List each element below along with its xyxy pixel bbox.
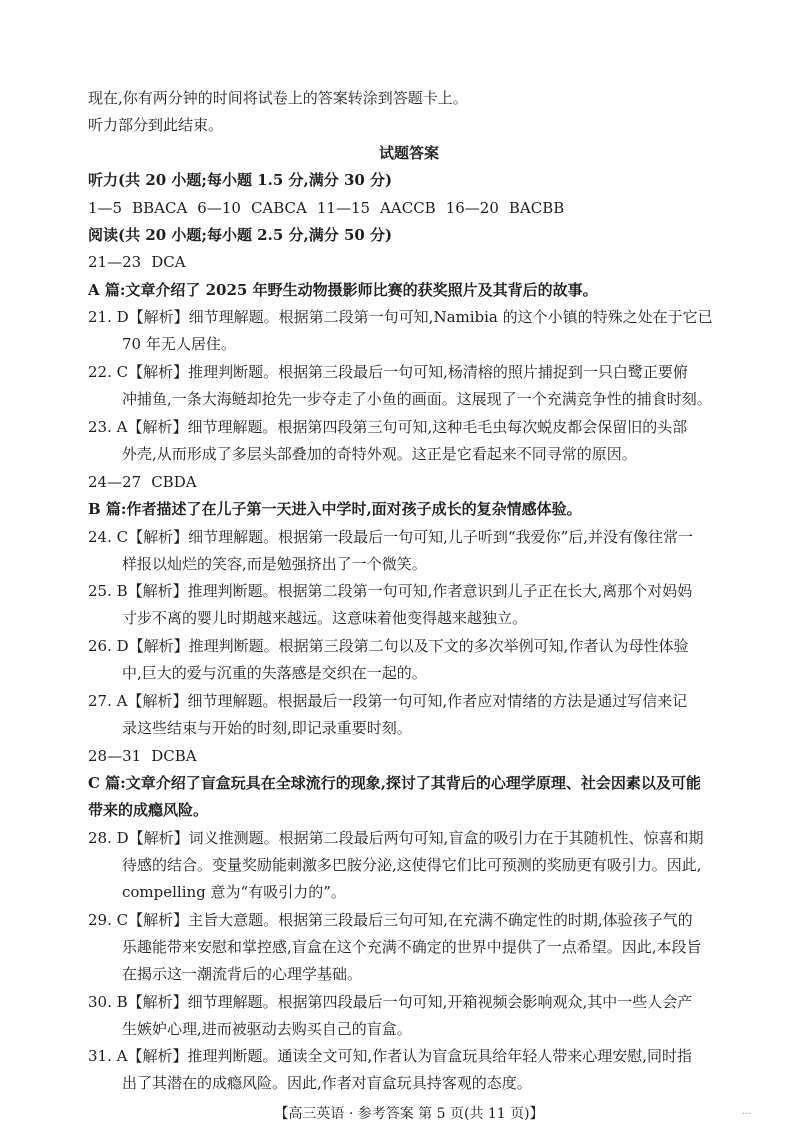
answer-range: 28—31	[88, 747, 142, 765]
explanation-text: 细节理解题。根据第一段最后一句可知,儿子听到“我爱你”后,并没有像往常一	[188, 528, 694, 546]
explanation-text: 在揭示这一潮流背后的心理学基础。	[122, 965, 363, 983]
section-summary: B 篇:作者描述了在儿子第一天进入中学时,面对孩子成长的复杂情感体验。	[88, 500, 582, 518]
explanation-text: 词义推测题。根据第二段最后两句可知,盲盒的吸引力在于其随机性、惊喜和期	[188, 829, 704, 847]
item-label: 25. B	[88, 582, 128, 600]
analysis-tag: 【解析】	[128, 911, 189, 929]
explanation-text: 寸步不离的婴儿时期越来越远。这意味着他变得越来越独立。	[122, 609, 528, 627]
section-answers	[88, 252, 730, 272]
item-label: 28. D	[88, 829, 129, 847]
explanation-item	[88, 828, 730, 848]
item-label: 22. C	[88, 363, 129, 381]
explanation-item	[88, 992, 730, 1012]
explanation-text: 外壳,从而形成了多层头部叠加的奇特外观。这正是它看起来不同寻常的原因。	[122, 445, 637, 463]
answer-letters: AACCB	[380, 199, 436, 217]
explanation-text: 待感的结合。变量奖励能刺激多巴胺分泌,这使得它们比可预测的奖励更有吸引力。因此,	[122, 856, 702, 874]
intro-line: 听力部分到此结束。	[88, 116, 224, 134]
explanation-text: 细节理解题。根据第二段第一句可知,Namibia 的这个小镇的特殊之处在于它已	[188, 308, 713, 326]
answer-range: 24—27	[88, 473, 142, 491]
answer-range: 16—20	[445, 199, 499, 217]
answer-letters: CABCA	[250, 199, 307, 217]
explanation-text: 推理判断题。通读全文可知,作者认为盲盒玩具给年轻人带来心理安慰,同时指	[187, 1047, 693, 1065]
analysis-tag: 【解析】	[128, 829, 189, 847]
page-footer: 【高三英语 · 参考答案 第 5 页(共 11 页)】	[274, 1106, 544, 1122]
answer-letters: BBACA	[132, 199, 188, 217]
item-label: 26. D	[88, 637, 129, 655]
section-summary: A 篇:文章介绍了 2025 年野生动物摄影师比赛的获奖照片及其背后的故事。	[88, 281, 598, 299]
analysis-tag: 【解析】	[127, 1047, 188, 1065]
explanation-text: 细节理解题。根据最后一段第一句可知,作者应对情绪的方法是通过写信来记	[187, 692, 688, 710]
explanation-text: 样报以灿烂的笑容,而是勉强挤出了一个微笑。	[122, 555, 427, 573]
explanation-text: 细节理解题。根据第四段第三句可知,这种毛毛虫每次蜕皮都会保留旧的头部	[187, 418, 688, 436]
analysis-tag: 【解析】	[128, 308, 189, 326]
explanation-item	[88, 691, 730, 711]
explanation-text: 细节理解题。根据第四段最后一句可知,开箱视频会影响观众,其中一些人会产	[187, 993, 693, 1011]
explanation-text: 录这些结束与开始的时刻,即记录重要时刻。	[122, 719, 412, 737]
explanation-text: 中,巨大的爱与沉重的失落感是交织在一起的。	[122, 664, 427, 682]
explanation-text: 冲捕鱼,一条大海鲢却抢先一步夺走了小鱼的画面。这展现了一个充满竞争性的捕食时刻。	[122, 390, 712, 408]
intro-line: 现在,你有两分钟的时间将试卷上的答案转涂到答题卡上。	[88, 89, 468, 107]
corner-mark: ...	[742, 1106, 752, 1117]
explanation-item	[88, 307, 730, 327]
explanation-text: 生嫉妒心理,进而被驱动去购买自己的盲盒。	[122, 1020, 412, 1038]
item-label: 23. A	[88, 418, 128, 436]
analysis-tag: 【解析】	[127, 993, 188, 1011]
item-label: 27. A	[88, 692, 128, 710]
explanation-text: 推理判断题。根据第二段第一句可知,作者意识到儿子正在长大,离那个对妈妈	[187, 582, 693, 600]
explanation-item	[88, 581, 730, 601]
answer-range: 11—15	[316, 199, 371, 217]
explanation-item	[88, 910, 730, 930]
explanation-text: 推理判断题。根据第三段最后一句可知,杨清榕的照片捕捉到一只白鹭正要俯	[188, 363, 688, 381]
answer-range: 1—5	[88, 199, 123, 217]
listening-answers	[88, 198, 730, 218]
explanation-text: 出了其潜在的成瘾风险。因此,作者对盲盒玩具持客观的态度。	[122, 1074, 532, 1092]
section-summary: 带来的成瘾风险。	[88, 801, 209, 819]
item-label: 29. C	[88, 911, 129, 929]
explanation-item	[88, 636, 730, 656]
item-label: 30. B	[88, 993, 128, 1011]
explanation-item	[88, 362, 730, 382]
explanation-item	[88, 1046, 730, 1066]
explanation-item	[88, 527, 730, 547]
item-label: 24. C	[88, 528, 129, 546]
answer-letters: BACBB	[508, 199, 565, 217]
analysis-tag: 【解析】	[128, 363, 189, 381]
analysis-tag: 【解析】	[128, 637, 189, 655]
section-answers	[88, 746, 730, 766]
answer-letters: DCBA	[151, 747, 197, 765]
explanation-text: 推理判断题。根据第三段第二句以及下文的多次举例可知,作者认为母性体验	[188, 637, 689, 655]
answer-range: 6—10	[197, 199, 241, 217]
answer-letters: DCA	[151, 253, 186, 271]
explanation-text: 70 年无人居住。	[122, 335, 236, 353]
analysis-tag: 【解析】	[128, 528, 189, 546]
answer-letters: CBDA	[151, 473, 197, 491]
analysis-tag: 【解析】	[127, 418, 188, 436]
item-label: 31. A	[88, 1047, 128, 1065]
answer-range: 21—23	[88, 253, 142, 271]
item-label: 21. D	[88, 308, 129, 326]
explanation-text: 主旨大意题。根据第三段最后三句可知,在充满不确定性的时期,体验孩子气的	[188, 911, 693, 929]
explanation-item	[88, 417, 730, 437]
analysis-tag: 【解析】	[127, 582, 188, 600]
page-title: 试题答案	[378, 144, 439, 162]
analysis-tag: 【解析】	[127, 692, 188, 710]
listening-header: 听力(共 20 小题;每小题 1.5 分,满分 30 分)	[88, 171, 393, 189]
reading-header: 阅读(共 20 小题;每小题 2.5 分,满分 50 分)	[88, 226, 393, 244]
explanation-text: compelling 意为“有吸引力的”。	[122, 883, 346, 901]
section-summary: C 篇:文章介绍了盲盒玩具在全球流行的现象,探讨了其背后的心理学原理、社会因素以及可能	[88, 774, 701, 792]
section-answers	[88, 472, 730, 492]
explanation-text: 乐趣能带来安慰和掌控感,盲盒在这个充满不确定的世界中提供了一点希望。因此,本段旨	[122, 938, 702, 956]
